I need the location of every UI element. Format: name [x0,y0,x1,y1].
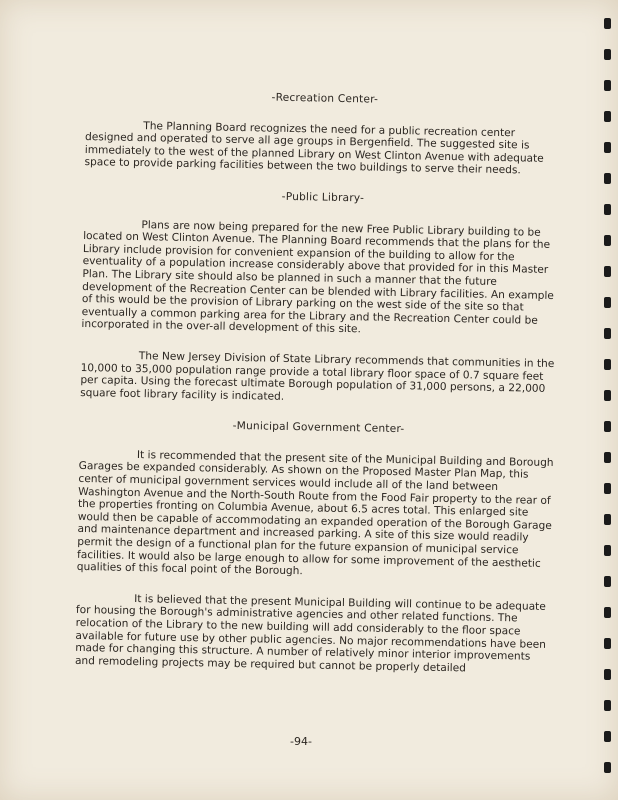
paragraph-municipal-building: It is believed that the present Municipal Building will continue to be adequate for housing the Borough's administrative agencies and other related functions. The relocation of the Library to the new building will add considerably to the floor space available for future use by other public agencies. No major recommendations have been made for changing this structure. A number of relatively minor interior improvements and remodeling projects may be required but cannot be properly detailed [74,592,547,675]
paragraph-recreation-center: The Planning Board recognizes the need for a public recreation center designed and operated to serve all age groups in Bergenfield. The suggested site is immediately to the west of the planned Library on West Clinton Avenue with adequate space to provide parking facilities between the two buildings to serve their needs. [84,119,544,177]
section-heading-municipal-government-center: -Municipal Government Center- [232,420,405,436]
paragraph-library-plans: Plans are now being prepared for the new Free Public Library building to be located on West Clinton Avenue. The Planning Board recommends that the plans for the Library include provision for convenient expansion of the building to allow for the eventuality of a population increase considerably above that provided for in this Master Plan. The Library site should also be planned in such a manner that the future development of the Recreation Center can be blended with Library facilities. An example of this would be the provision of Library parking on the west side of the site so that eventually a common parking area for the Library and the Recreation Center could be incorporated in the over-all development of this site. [81,218,555,336]
spiral-binding [604,18,612,788]
page-number: -94- [290,735,312,748]
paragraph-library-floor-space: The New Jersey Division of State Library recommends that communities in the 10,000 to 35,000 population range provide a total library floor space of 0.7 square feet per capita. Using the forecast ultimate Borough population of 31,000 persons, a 22,000 square foot library facility is indicated. [80,349,555,403]
paragraph-municipal-site: It is recommended that the present site of the Municipal Building and Borough Garages be expanded considerably. As shown on the Proposed Master Plan Map, this center of municipal government services would include all of the land between Washington Avenue and the North-South Route from the Food Fair property to the rear of the properties fronting on Columbia Avenue, about 6.5 acres total. This enlarged site would then be capable of accommodating an expanded operation of the Borough Garage and maintenance department and increased parking. A site of this size would readily permit the design of a functional plan for the future expansion of municipal service facilities. It would also be large enough to allow for some improvement of the aesthetic qualities of this focal point of the Borough. [76,448,554,578]
document-body [75,88,564,694]
section-heading-public-library: -Public Library- [281,190,365,205]
section-heading-recreation-center: -Recreation Center- [271,91,379,106]
